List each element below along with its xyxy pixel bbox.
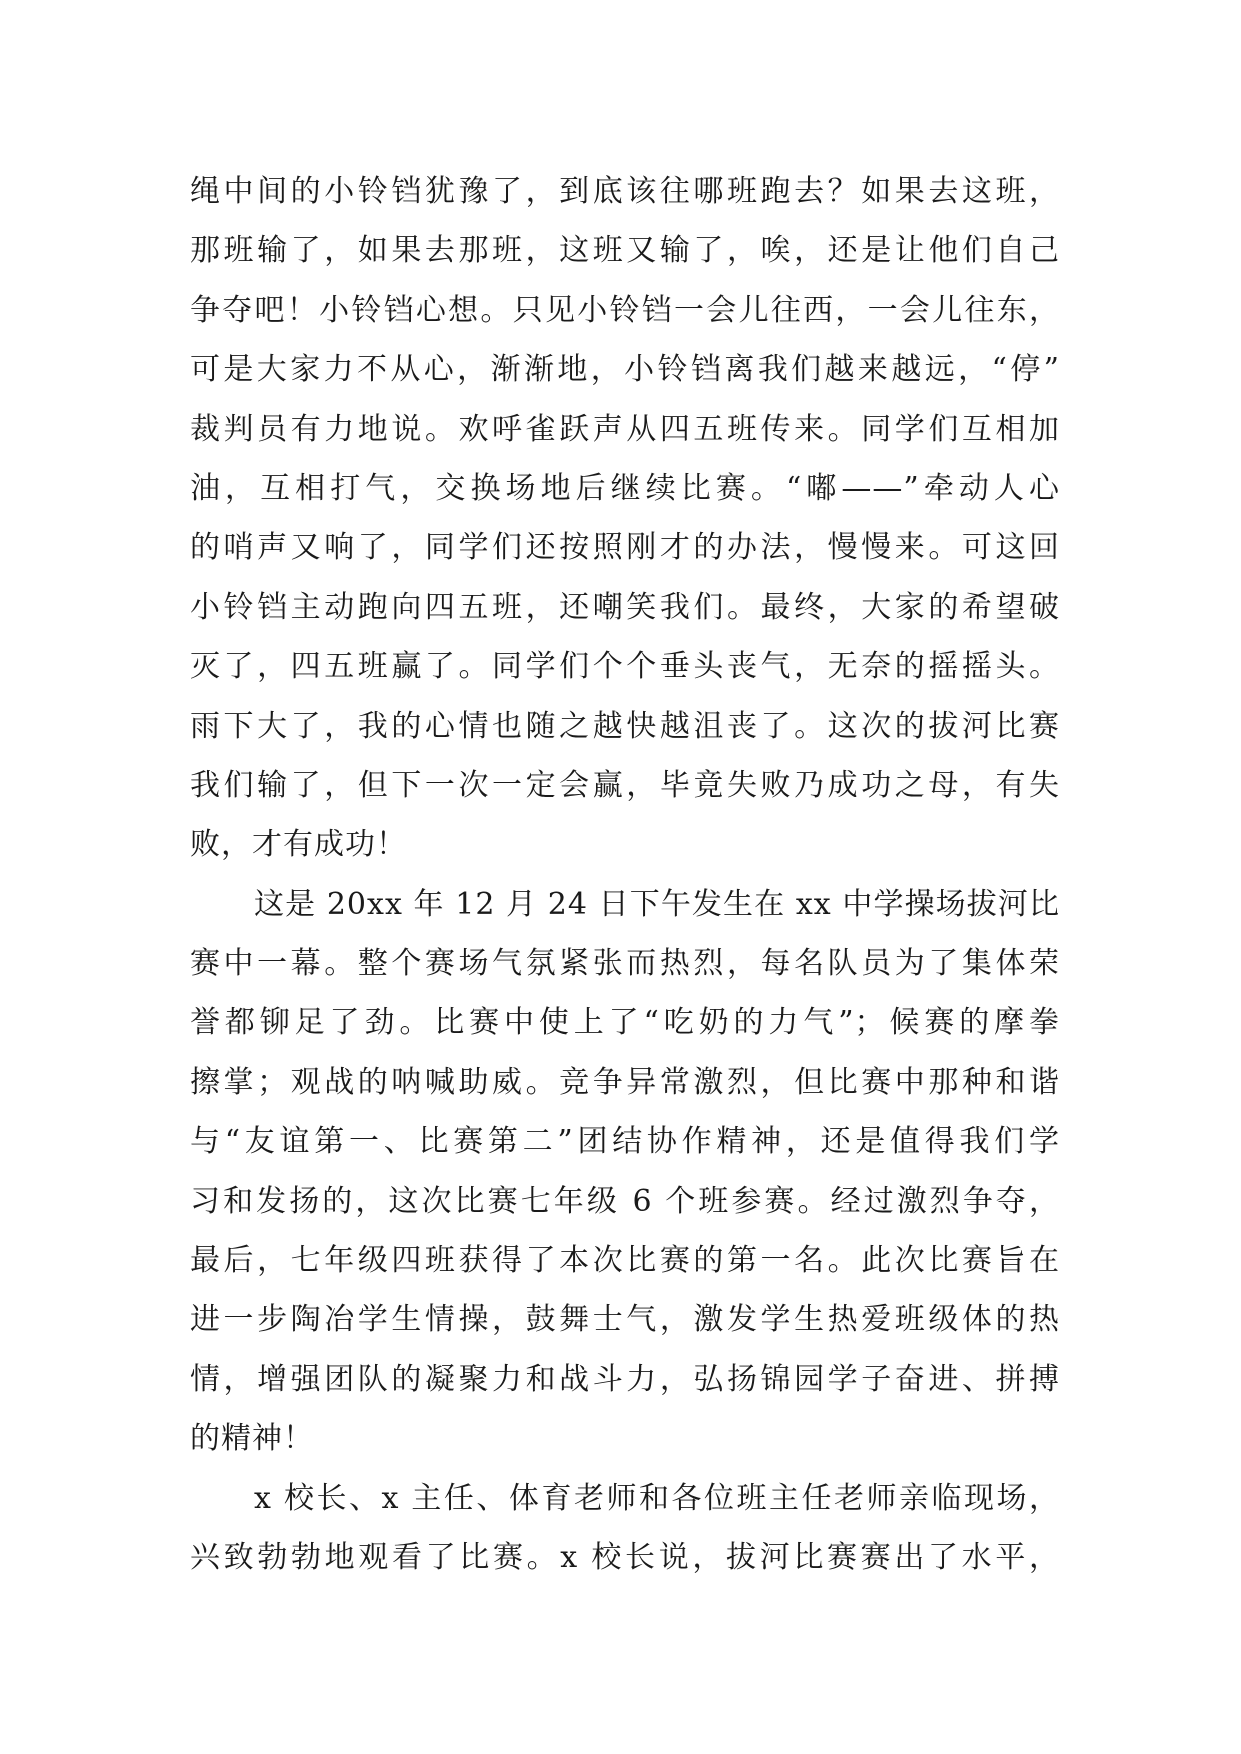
paragraph-3 (190, 1469, 1060, 1588)
text-line: 兴致勃勃地观看了比赛。x 校长说，拔河比赛赛出了水平， (190, 1539, 1060, 1575)
text-line: 裁判员有力地说。欢呼雀跃声从四五班传来。同学们互相加 (190, 411, 1060, 447)
text-line: 擦掌；观战的呐喊助威。竞争异常激烈，但比赛中那种和谐 (190, 1064, 1060, 1100)
text-line: 情，增强团队的凝聚力和战斗力，弘扬锦园学子奋进、拼搏 (190, 1361, 1060, 1397)
text-line: 绳中间的小铃铛犹豫了，到底该往哪班跑去？如果去这班， (190, 174, 1060, 209)
text-line: 灭了，四五班赢了。同学们个个垂头丧气，无奈的摇摇头。 (190, 649, 1060, 685)
text-line: 可是大家力不从心，渐渐地，小铃铛离我们越来越远，“停” (190, 352, 1060, 388)
body-text (190, 162, 1060, 1587)
text-line: 的哨声又响了，同学们还按照刚才的办法，慢慢来。可这回 (190, 530, 1060, 566)
text-line: 与“友谊第一、比赛第二”团结协作精神，还是值得我们学 (190, 1124, 1060, 1160)
text-line: 誉都铆足了劲。比赛中使上了“吃奶的力气”；候赛的摩拳 (190, 1005, 1060, 1041)
paragraph-1 (190, 162, 1060, 875)
text-line: 习和发扬的，这次比赛七年级 6 个班参赛。经过激烈争夺， (190, 1183, 1060, 1219)
text-line: 这是 20xx 年 12 月 24 日下午发生在 xx 中学操场拔河比 (254, 886, 1060, 922)
text-line: 争夺吧！小铃铛心想。只见小铃铛一会儿往西，一会儿往东， (190, 292, 1060, 328)
text-line: x 校长、x 主任、体育老师和各位班主任老师亲临现场， (254, 1480, 1060, 1516)
text-line: 进一步陶冶学生情操，鼓舞士气，激发学生热爱班级体的热 (190, 1302, 1060, 1338)
text-line: 那班输了，如果去那班，这班又输了，唉，还是让他们自己 (190, 233, 1060, 269)
text-line: 赛中一幕。整个赛场气氛紧张而热烈，每名队员为了集体荣 (190, 946, 1060, 982)
paragraph-2 (190, 875, 1060, 1469)
text-line: 的精神！ (190, 1421, 314, 1457)
text-line: 我们输了，但下一次一定会赢，毕竟失败乃成功之母，有失 (190, 767, 1060, 803)
text-line: 小铃铛主动跑向四五班，还嘲笑我们。最终，大家的希望破 (190, 589, 1060, 625)
text-line: 败，才有成功！ (190, 827, 407, 863)
text-line: 油，互相打气，交换场地后继续比赛。“嘟——”牵动人心 (190, 470, 1060, 506)
text-line: 雨下大了，我的心情也随之越快越沮丧了。这次的拔河比赛 (190, 708, 1060, 744)
text-line: 最后，七年级四班获得了本次比赛的第一名。此次比赛旨在 (190, 1243, 1060, 1279)
